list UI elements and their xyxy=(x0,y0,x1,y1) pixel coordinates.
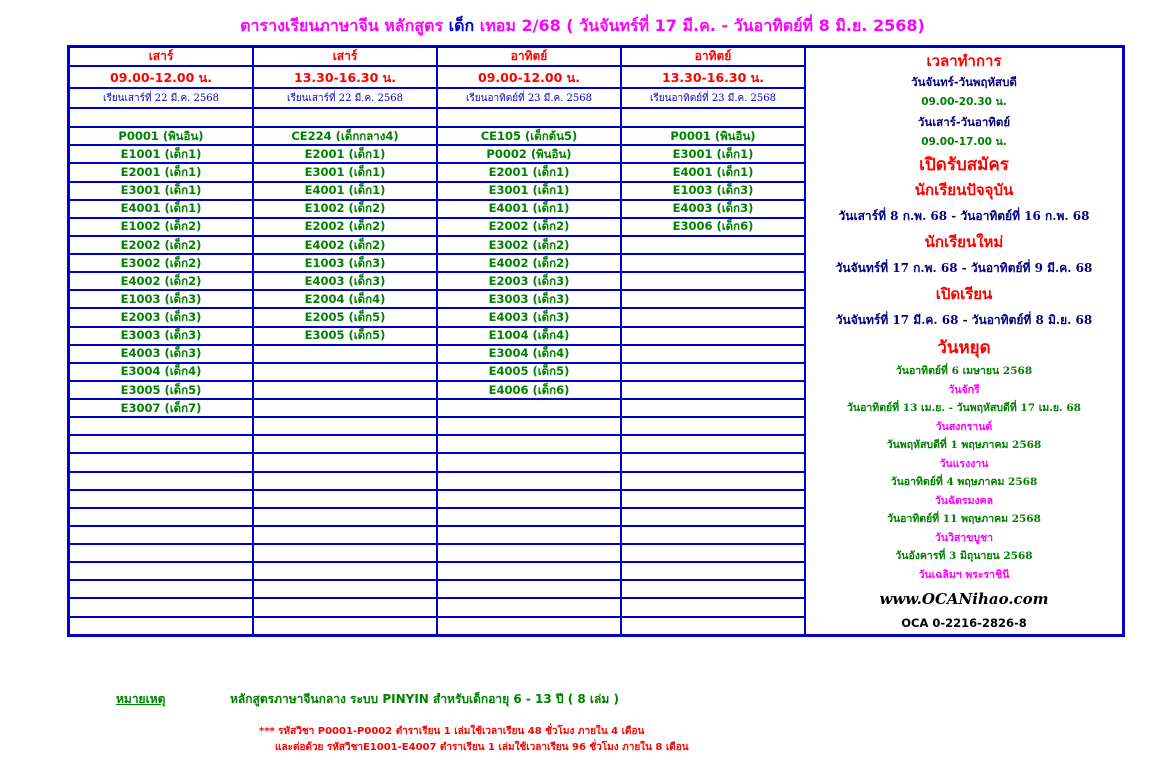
course-cell: E1002 (เด็ก2) xyxy=(69,218,254,236)
empty-cell xyxy=(253,544,437,562)
day-header: อาทิตย์ xyxy=(621,47,805,67)
empty-cell xyxy=(69,453,254,471)
course-cell: E2001 (เด็ก1) xyxy=(69,163,254,181)
empty-cell xyxy=(621,526,805,544)
holiday-name: วันแรงงาน xyxy=(939,457,989,470)
empty-cell xyxy=(621,453,805,471)
empty-cell xyxy=(69,490,254,508)
course-cell: E4005 (เด็ก5) xyxy=(437,363,621,381)
empty-cell xyxy=(253,108,437,127)
header-row xyxy=(69,47,1124,67)
weekday-label: วันจันทร์-วันพฤหัสบดี xyxy=(911,75,1017,89)
course-cell: E4001 (เด็ก1) xyxy=(621,163,805,181)
holiday-date: วันอาทิตย์ที่ 11 พฤษภาคม 2568 xyxy=(887,513,1041,525)
holiday-date: วันอาทิตย์ที่ 6 เมษายน 2568 xyxy=(895,365,1033,377)
empty-cell xyxy=(253,381,437,399)
weekday-time: 09.00-20.30 น. xyxy=(921,96,1007,108)
course-cell: E4003 (เด็ก3) xyxy=(621,200,805,218)
empty-cell xyxy=(253,580,437,598)
time-header: 13.30-16.30 น. xyxy=(621,66,805,88)
course-cell: E3001 (เด็ก1) xyxy=(621,145,805,163)
course-cell: E4001 (เด็ก1) xyxy=(253,182,437,200)
title-highlight: เด็ก xyxy=(448,16,475,35)
course-cell: E3001 (เด็ก1) xyxy=(69,182,254,200)
empty-cell xyxy=(69,580,254,598)
course-cell: E2002 (เด็ก2) xyxy=(253,218,437,236)
empty-cell xyxy=(621,290,805,308)
holiday-date: วันอังคารที่ 3 มิถุนายน 2568 xyxy=(895,550,1033,562)
empty-cell xyxy=(621,345,805,363)
empty-cell xyxy=(621,308,805,326)
empty-cell xyxy=(253,526,437,544)
empty-cell xyxy=(437,472,621,490)
day-header: อาทิตย์ xyxy=(437,47,621,67)
title-part1: ตารางเรียนภาษาจีน หลักสูตร xyxy=(240,16,449,35)
course-cell: E4002 (เด็ก2) xyxy=(69,272,254,290)
holiday-name: วันฉัตรมงคล xyxy=(934,494,994,507)
course-cell: E1003 (เด็ก3) xyxy=(69,290,254,308)
course-cell: E4006 (เด็ก6) xyxy=(437,381,621,399)
empty-cell xyxy=(437,544,621,562)
empty-cell xyxy=(437,490,621,508)
empty-cell xyxy=(621,617,805,636)
empty-cell xyxy=(253,490,437,508)
empty-cell xyxy=(69,598,254,616)
empty-cell xyxy=(621,272,805,290)
course-cell: E2002 (เด็ก2) xyxy=(69,236,254,254)
empty-cell xyxy=(69,435,254,453)
empty-cell xyxy=(69,508,254,526)
time-header: 09.00-12.00 น. xyxy=(437,66,621,88)
empty-cell xyxy=(253,417,437,435)
empty-cell xyxy=(621,580,805,598)
course-cell: E1004 (เด็ก4) xyxy=(437,327,621,345)
empty-cell xyxy=(253,453,437,471)
empty-cell xyxy=(253,363,437,381)
empty-cell xyxy=(437,580,621,598)
note-text: หลักสูตรภาษาจีนกลาง ระบบ PINYIN สำหรับเด็กอายุ 6 - 13 ปี ( 8 เล่ม ) xyxy=(230,692,619,706)
website-link[interactable]: www.OCANihao.com xyxy=(879,590,1049,608)
empty-cell xyxy=(253,345,437,363)
course-cell: E1003 (เด็ก3) xyxy=(621,182,805,200)
course-cell: E3002 (เด็ก2) xyxy=(69,254,254,272)
course-cell: E3004 (เด็ก4) xyxy=(437,345,621,363)
course-cell: E1002 (เด็ก2) xyxy=(253,200,437,218)
time-header: 09.00-12.00 น. xyxy=(69,66,254,88)
time-header: 13.30-16.30 น. xyxy=(253,66,437,88)
empty-cell xyxy=(437,417,621,435)
empty-cell xyxy=(253,472,437,490)
term-dates: วันจันทร์ที่ 17 มี.ค. 68 - วันอาทิตย์ที่ 8 มิ.ย. 68 xyxy=(835,313,1093,327)
course-cell: E4002 (เด็ก2) xyxy=(253,236,437,254)
empty-cell xyxy=(253,435,437,453)
empty-cell xyxy=(621,381,805,399)
holiday-name: วันเฉลิมฯ พระราชินี xyxy=(918,568,1010,581)
course-cell: E4001 (เด็ก1) xyxy=(437,200,621,218)
course-cell: E3007 (เด็ก7) xyxy=(69,399,254,417)
empty-cell xyxy=(437,562,621,580)
new-students-dates: วันจันทร์ที่ 17 ก.พ. 68 - วันอาทิตย์ที่ 9 มี.ค. 68 xyxy=(835,261,1093,275)
holiday-date: วันอาทิตย์ที่ 13 เม.ย. - วันพฤหัสบดีที่ 17 เม.ย. 68 xyxy=(847,402,1081,414)
empty-cell xyxy=(437,617,621,636)
weekend-label: วันเสาร์-วันอาทิตย์ xyxy=(917,115,1011,129)
holidays-title: วันหยุด xyxy=(937,338,991,358)
holiday-date: วันพฤหัสบดีที่ 1 พฤษภาคม 2568 xyxy=(886,439,1042,451)
course-cell: P0001 (พินอิน) xyxy=(621,127,805,145)
empty-cell xyxy=(621,508,805,526)
course-cell: E1001 (เด็ก1) xyxy=(69,145,254,163)
course-cell: E3001 (เด็ก1) xyxy=(253,163,437,181)
empty-cell xyxy=(437,399,621,417)
course-cell: E4003 (เด็ก3) xyxy=(437,308,621,326)
course-cell: E2001 (เด็ก1) xyxy=(437,163,621,181)
holiday-name: วันสงกรานต์ xyxy=(935,420,993,433)
course-cell: E3004 (เด็ก4) xyxy=(69,363,254,381)
course-cell: E2004 (เด็ก4) xyxy=(253,290,437,308)
schedule-table xyxy=(67,45,1125,637)
page-title xyxy=(0,14,1165,39)
empty-cell xyxy=(69,108,254,127)
empty-cell xyxy=(69,472,254,490)
empty-cell xyxy=(621,108,805,127)
start-date: เรียนเสาร์ที่ 22 มี.ค. 2568 xyxy=(253,88,437,108)
empty-cell xyxy=(69,562,254,580)
holiday-name: วันวิสาขบูชา xyxy=(934,531,994,544)
empty-cell xyxy=(253,562,437,580)
empty-cell xyxy=(253,399,437,417)
course-cell: E4003 (เด็ก3) xyxy=(69,345,254,363)
empty-cell xyxy=(621,254,805,272)
course-cell: E3001 (เด็ก1) xyxy=(437,182,621,200)
title-part2: เทอม 2/68 ( วันจันทร์ที่ 17 มี.ค. - วันอาทิตย์ที่ 8 มิ.ย. 2568) xyxy=(474,16,925,35)
course-cell: E3003 (เด็ก3) xyxy=(69,327,254,345)
course-cell: E4001 (เด็ก1) xyxy=(69,200,254,218)
term-start-title: เปิดเรียน xyxy=(935,285,993,303)
current-students-dates: วันเสาร์ที่ 8 ก.พ. 68 - วันอาทิตย์ที่ 16 ก.พ. 68 xyxy=(838,209,1090,223)
start-date: เรียนเสาร์ที่ 22 มี.ค. 2568 xyxy=(69,88,254,108)
empty-cell xyxy=(621,490,805,508)
empty-cell xyxy=(69,617,254,636)
course-cell: CE224 (เด็กกลาง4) xyxy=(253,127,437,145)
start-date: เรียนอาทิตย์ที่ 23 มี.ค. 2568 xyxy=(621,88,805,108)
office-info-panel xyxy=(805,47,1124,636)
day-header: เสาร์ xyxy=(69,47,254,67)
footnote-2: และต่อด้วย รหัสวิชาE1001-E4007 ตำราเรียน 1 เล่มใช้เวลาเรียน 96 ชั่วโมง ภายใน 8 เดือน xyxy=(275,742,689,753)
empty-cell xyxy=(437,108,621,127)
empty-cell xyxy=(437,435,621,453)
empty-cell xyxy=(621,562,805,580)
holiday-date: วันอาทิตย์ที่ 4 พฤษภาคม 2568 xyxy=(890,476,1038,488)
course-cell: E1003 (เด็ก3) xyxy=(253,254,437,272)
course-cell: E2003 (เด็ก3) xyxy=(437,272,621,290)
phone-number: OCA 0-2216-2826-8 xyxy=(901,616,1027,630)
course-cell: P0002 (พินอิน) xyxy=(437,145,621,163)
course-cell: P0001 (พินอิน) xyxy=(69,127,254,145)
course-cell: E2003 (เด็ก3) xyxy=(69,308,254,326)
empty-cell xyxy=(69,544,254,562)
start-date: เรียนอาทิตย์ที่ 23 มี.ค. 2568 xyxy=(437,88,621,108)
empty-cell xyxy=(253,598,437,616)
footnote-1: *** รหัสวิชา P0001-P0002 ตำราเรียน 1 เล่มใช้เวลาเรียน 48 ชั่วโมง ภายใน 4 เดือน xyxy=(259,726,645,737)
holiday-name: วันจักรี xyxy=(948,383,980,396)
course-cell: E3005 (เด็ก5) xyxy=(69,381,254,399)
new-students-title: นักเรียนใหม่ xyxy=(924,233,1004,251)
empty-cell xyxy=(437,598,621,616)
weekend-time: 09.00-17.00 น. xyxy=(921,136,1007,148)
empty-cell xyxy=(621,327,805,345)
empty-cell xyxy=(621,236,805,254)
registration-title: เปิดรับสมัคร xyxy=(919,155,1009,175)
empty-cell xyxy=(621,472,805,490)
hours-title: เวลาทำการ xyxy=(926,52,1002,70)
empty-cell xyxy=(621,399,805,417)
course-cell: E3003 (เด็ก3) xyxy=(437,290,621,308)
course-cell: CE105 (เด็กต้น5) xyxy=(437,127,621,145)
empty-cell xyxy=(621,435,805,453)
empty-cell xyxy=(621,363,805,381)
empty-cell xyxy=(621,598,805,616)
course-cell: E3006 (เด็ก6) xyxy=(621,218,805,236)
course-cell: E3002 (เด็ก2) xyxy=(437,236,621,254)
empty-cell xyxy=(253,508,437,526)
empty-cell xyxy=(621,544,805,562)
empty-cell xyxy=(437,508,621,526)
course-cell: E3005 (เด็ก5) xyxy=(253,327,437,345)
empty-cell xyxy=(69,417,254,435)
empty-cell xyxy=(437,453,621,471)
empty-cell xyxy=(253,617,437,636)
course-cell: E2005 (เด็ก5) xyxy=(253,308,437,326)
empty-cell xyxy=(437,526,621,544)
empty-cell xyxy=(621,417,805,435)
day-header: เสาร์ xyxy=(253,47,437,67)
course-cell: E4003 (เด็ก3) xyxy=(253,272,437,290)
course-cell: E4002 (เด็ก2) xyxy=(437,254,621,272)
course-cell: E2002 (เด็ก2) xyxy=(437,218,621,236)
note-label: หมายเหตุ xyxy=(116,692,166,706)
empty-cell xyxy=(69,526,254,544)
course-cell: E2001 (เด็ก1) xyxy=(253,145,437,163)
current-students-title: นักเรียนปัจจุบัน xyxy=(914,181,1014,199)
